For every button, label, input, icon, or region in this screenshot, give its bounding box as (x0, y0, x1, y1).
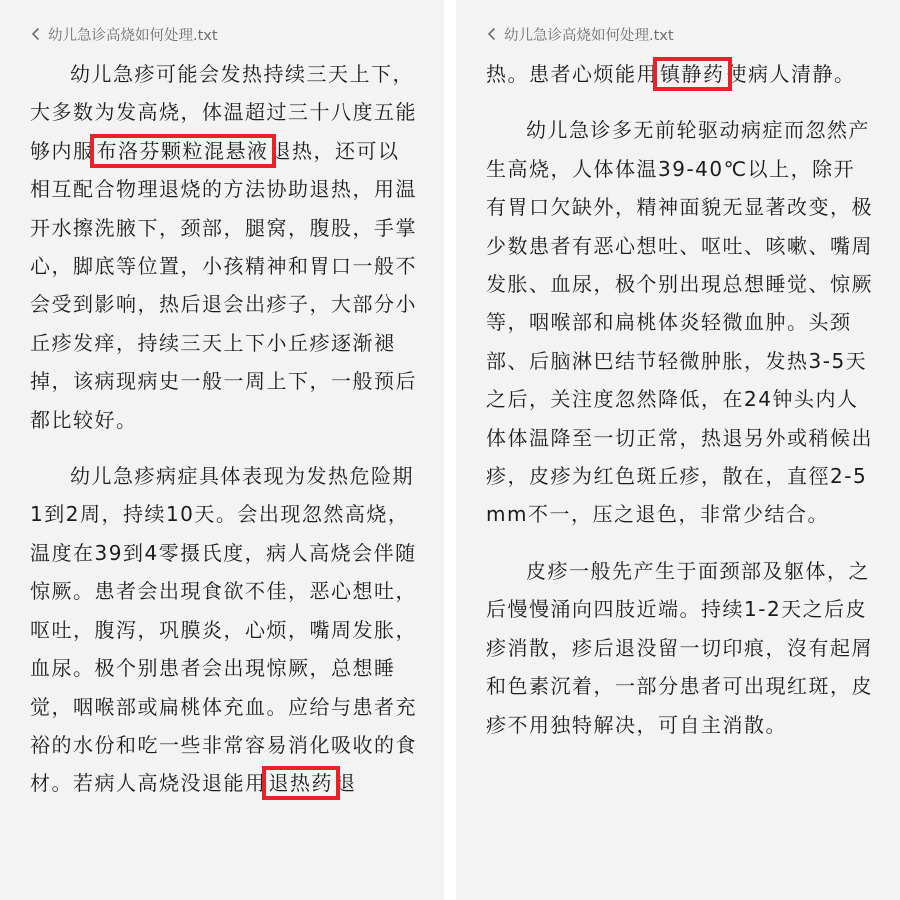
text-run: 使病人清静。 (726, 62, 856, 86)
paragraph (486, 111, 876, 533)
file-title: 幼儿急诊高烧如何处理.txt (504, 27, 674, 44)
reader-pane-right (456, 0, 900, 900)
reader-header (28, 22, 218, 46)
highlighted-term: 布洛芬颗粒混悬液 (96, 138, 269, 163)
paragraph (30, 457, 420, 803)
highlighted-term: 镇静药 (660, 62, 725, 86)
paragraph (486, 55, 876, 93)
reader-header (484, 22, 674, 46)
text-run: 退热，还可以相互配合物理退烧的方法协助退热，用温开水擦洗腋下，颈部，腿窝，腹股，手掌心，脚底等位置，小孩精神和胃口一般不会受到影响，热后退会出疹子，大部分小丘疹发痒，持续三天上下小丘疹逐渐褪掉，该病现病史一般一周上下，一般预后都比较好。 (30, 138, 417, 432)
text-run: 幼儿急疹可能会发热持续三天上下，大多数为发高烧，体温超过三十八度五能够内服 (30, 62, 417, 163)
paragraph (486, 552, 876, 744)
document-body (30, 55, 420, 821)
file-title: 幼儿急诊高烧如何处理.txt (48, 27, 218, 44)
text-run: 幼儿急诊多无前轮驱动病症而忽然产生高烧，人体体温39-40℃以上，除开有胃口欠缺外，精神面貌无显著改变，极少数患者有恶心想吐、呕吐、咳嗽、嘴周发胀、血尿，极个别出現总想睡觉、惊厥等，咽喉部和扁桃体炎轻微血肿。头颈部、后脑淋巴结节轻微肿胀，发热3-5天之后，关注度忽然降低，在24钟头内人体体温降至一切正常，热退另外或稍候出疹，皮疹为红色斑丘疹，散在，直徑2-5mm不一，压之退色，非常少结合。 (486, 118, 873, 527)
document-body (486, 55, 876, 762)
text-run: 退 (335, 771, 357, 796)
pane-divider (444, 0, 456, 900)
text-run: 皮疹一般先产生于面颈部及躯体，之后慢慢涌向四肢近端。持续1-2天之后皮疹消散，疹后退没留一切印痕，沒有起屑和色素沉着，一部分患者可出現红斑，皮疹不用独特解决，可自主消散。 (486, 558, 873, 737)
text-run: 幼儿急疹病症具体表现为发热危险期1到2周，持续10天。会出现忽然高烧，温度在39到4零摄氏度，病人高烧会伴随惊厥。患者会出現食欲不佳，恶心想吐，呕吐，腹泻，巩膜炎，心烦，嘴周发胀，血尿。极个别患者会出現惊厥，总想睡觉，咽喉部或扁桃体充血。应给与患者充裕的水份和吃一些非常容易消化吸收的食材。若病人高烧没退能用 (30, 464, 417, 796)
highlighted-term: 退热药 (268, 771, 333, 796)
back-chevron-icon[interactable] (484, 24, 502, 44)
paragraph (30, 55, 420, 439)
reader-pane-left (0, 0, 444, 900)
back-chevron-icon[interactable] (28, 24, 46, 44)
text-run: 热。患者心烦能用 (486, 62, 658, 86)
